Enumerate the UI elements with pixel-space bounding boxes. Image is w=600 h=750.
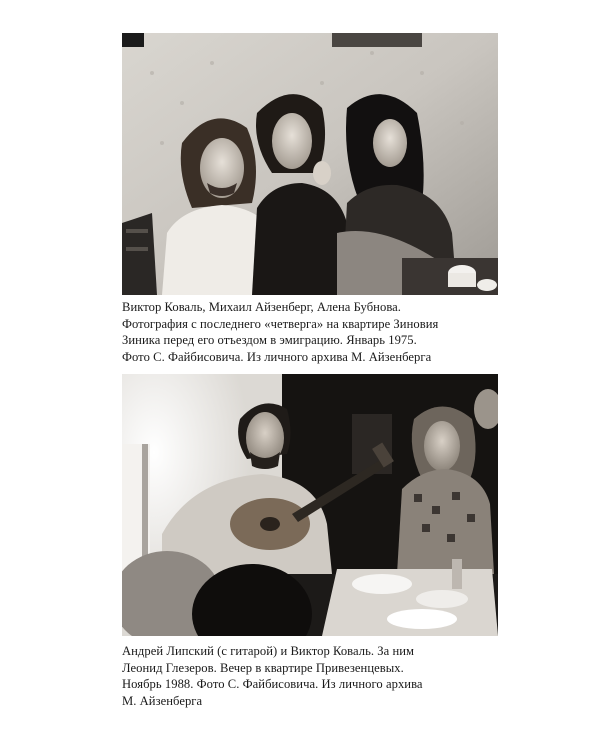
caption-line: Андрей Липский (с гитарой) и Виктор Коваль. За ним	[122, 644, 415, 658]
photo-2-caption	[122, 643, 500, 709]
caption-line: Фото С. Файбисовича. Из личного архива М. Айзенберга	[122, 349, 432, 364]
photo-1-caption	[122, 299, 500, 365]
photo-guitar-evening-1988	[122, 374, 498, 636]
caption-line: М. Айзенберга	[122, 693, 203, 708]
photo-2-image	[122, 374, 498, 636]
caption-line: Фотография с последнего «четверга» на квартире Зиновия	[122, 316, 439, 331]
caption-line: Зиника перед его отъездом в эмиграцию. Январь 1975.	[122, 333, 417, 347]
photo-three-people-1975	[122, 33, 498, 295]
caption-line: Виктор Коваль, Михаил Айзенберг, Алена Бубнова.	[122, 300, 401, 314]
caption-line: Ноябрь 1988. Фото С. Файбисовича. Из личного архива	[122, 677, 423, 691]
photo-1-image	[122, 33, 498, 295]
caption-line: Леонид Глезеров. Вечер в квартире Привезенцевых.	[122, 660, 404, 675]
